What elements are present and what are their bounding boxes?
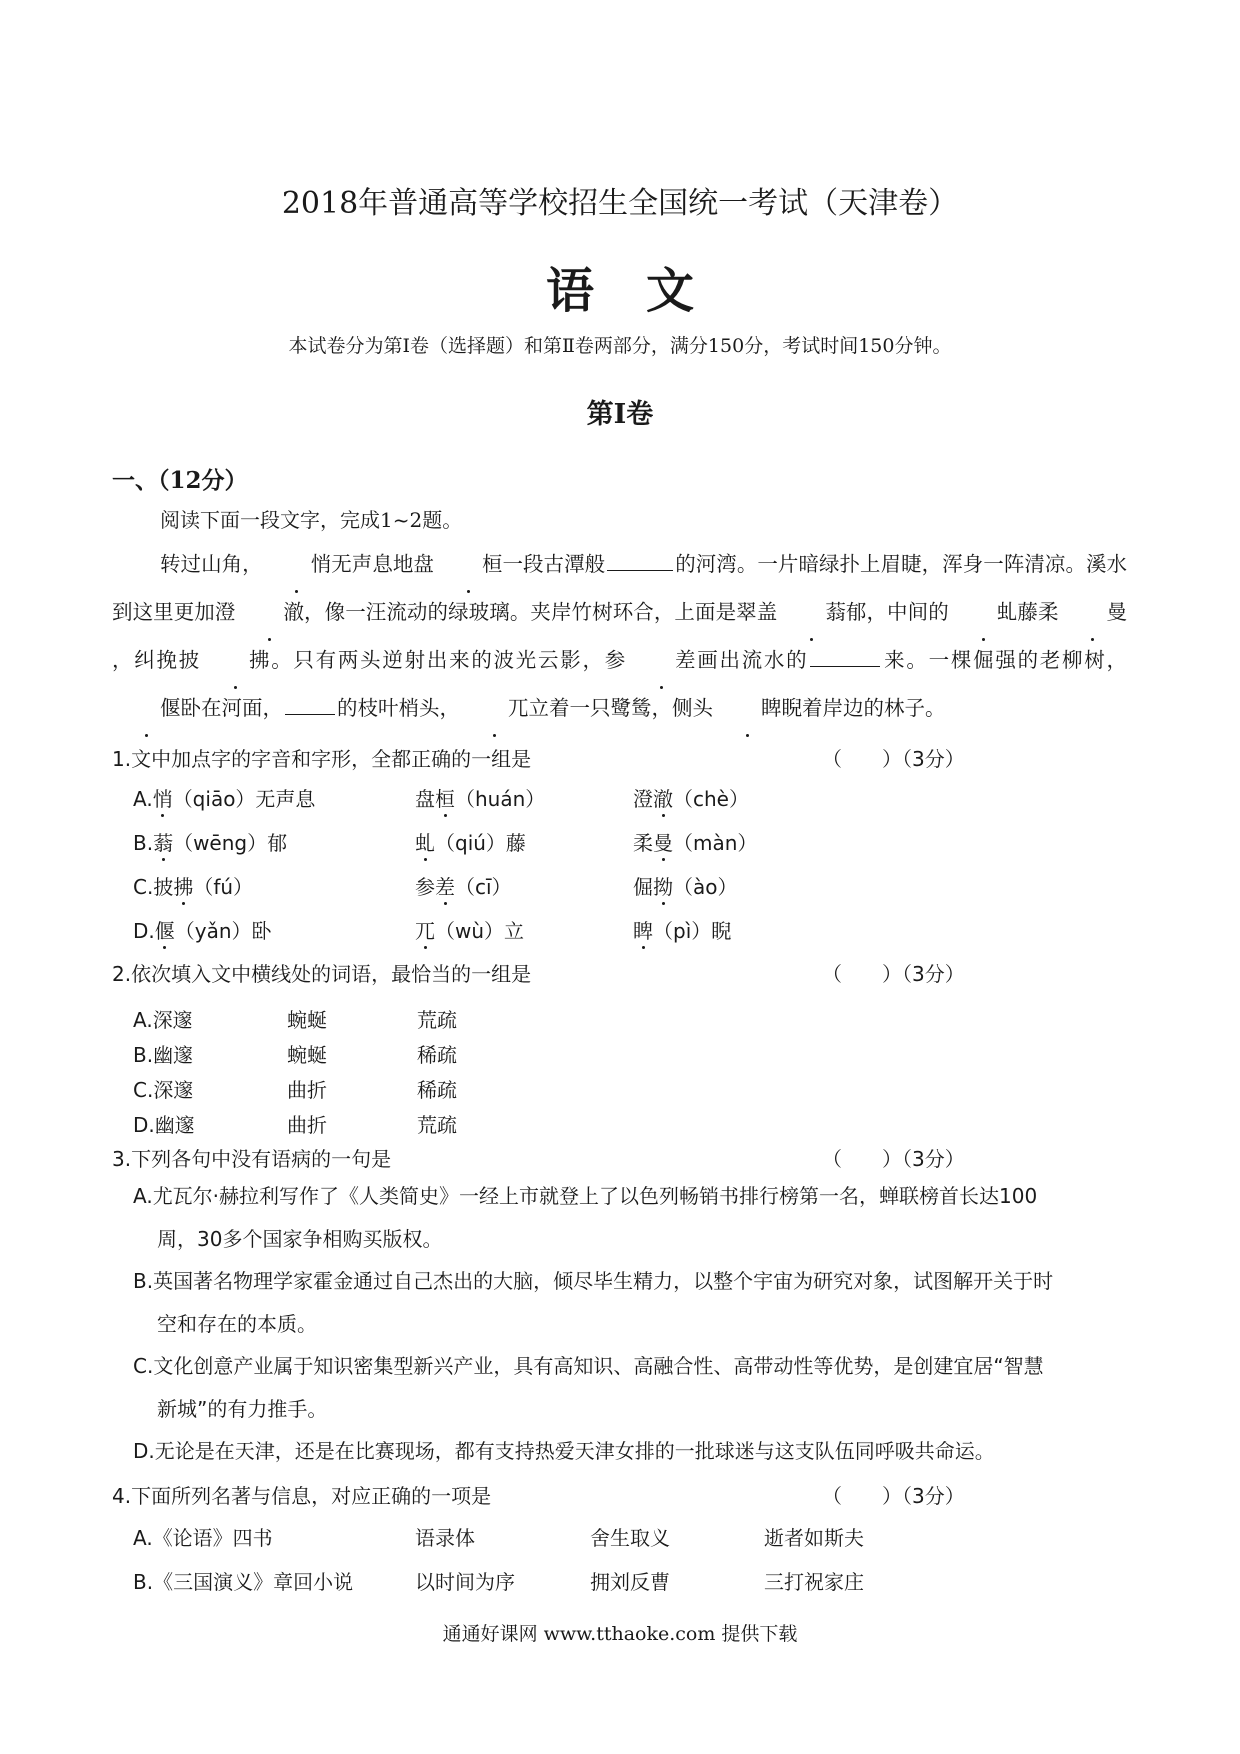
reading-passage: 转过山角， 悄无声息地盘 桓一段古潭般 的河湾。一片暗绿扑上眉睫，浑身一阵清凉。溪水到这里更加澄 澈，像一汪流动的绿玻璃。夹岸竹树环合，上面是翠盖 蓊郁，中间的 虬藤柔 曼，纠挽披 拂。只有两头逆射出来的波光云影，参 差画出流水的 来。一棵倔强的老柳树，偃卧在河面， 的枝叶梢头， 兀立着一只鹭鸶，侧头 睥睨着岸边的林子。 (112, 540, 1127, 732)
q1-option-d-2: 兀（wù）立 (415, 915, 524, 944)
page-footer: 通通好课网 www.tthaoke.com 提供下载 (442, 1623, 798, 1645)
q1-option-d-3: 睥（pì）睨 (633, 915, 731, 944)
q3-option-c: C.文化创意产业属于知识密集型新兴产业，具有高知识、高融合性、高带动性等优势，是创建宜居“智慧 新城”的有力推手。 (133, 1354, 1044, 1421)
q2-option-b-word-2: 蜿蜒 (287, 1043, 327, 1067)
exam-intro: 本试卷分为第Ⅰ卷（选择题）和第Ⅱ卷两部分，满分150分，考试时间150分钟。 (288, 335, 952, 357)
q4-option-a-work: A.《论语》四书 (133, 1526, 273, 1550)
q1-option-a-2: 盘桓（huán） (415, 783, 545, 812)
fill-blank-2 (810, 665, 880, 667)
exam-title: 2018年普通高等学校招生全国统一考试（天津卷） (281, 186, 959, 221)
q2-option-b-word-1: B.幽邃 (133, 1043, 194, 1067)
q2-option-c-word-1: C.深邃 (133, 1078, 194, 1102)
section-instruction: 阅读下面一段文字，完成1~2题。 (160, 508, 463, 532)
question-2-score: （ ）（3分） (822, 962, 965, 986)
question-3-score: （ ）（3分） (822, 1147, 965, 1171)
q1-option-d-1: D.偃（yǎn）卧 (133, 915, 272, 944)
q4-option-a-quote: 逝者如斯夫 (764, 1526, 864, 1550)
q2-option-a-word-1: A.深邃 (133, 1008, 193, 1032)
q1-option-c-1: C.披拂（fú） (133, 871, 253, 900)
q4-option-b-quote: 三打祝家庄 (764, 1570, 864, 1594)
q4-option-b-style: 以时间为序 (415, 1570, 515, 1594)
q4-option-b-theme: 拥刘反曹 (590, 1570, 670, 1594)
q1-option-b-2: 虬（qiú）藤 (415, 827, 526, 856)
q3-option-a: A.尤瓦尔·赫拉利写作了《人类简史》一经上市就登上了以色列畅销书排行榜第一名，蝉联榜首长达100 周，30多个国家争相购买版权。 (133, 1184, 1038, 1251)
q1-option-a-1: A.悄（qiāo）无声息 (133, 783, 315, 812)
fill-blank-3 (285, 713, 335, 715)
q2-option-c-word-3: 稀疏 (417, 1078, 457, 1102)
section-heading: 一、（12分） (112, 467, 248, 494)
question-2-stem: 2.依次填入文中横线处的词语，最恰当的一组是 (112, 962, 532, 986)
q4-option-a-style: 语录体 (415, 1526, 475, 1550)
q1-option-b-3: 柔曼（màn） (633, 827, 757, 856)
q1-option-b-1: B.蓊（wēng）郁 (133, 827, 287, 856)
q2-option-a-word-3: 荒疏 (417, 1008, 457, 1032)
q2-option-b-word-3: 稀疏 (417, 1043, 457, 1067)
q2-option-d-word-1: D.幽邃 (133, 1113, 195, 1137)
q3-option-b: B.英国著名物理学家霍金通过自己杰出的大脑，倾尽毕生精力，以整个宇宙为研究对象，试图解开关于时 空和存在的本质。 (133, 1269, 1054, 1336)
q4-option-b-work: B.《三国演义》章回小说 (133, 1570, 354, 1594)
question-4-stem: 4.下面所列名著与信息，对应正确的一项是 (112, 1484, 492, 1508)
volume-heading: 第Ⅰ卷 (586, 399, 654, 430)
q3-option-d: D.无论是在天津，还是在比赛现场，都有支持热爱天津女排的一批球迷与这支队伍同呼吸共命运。 (133, 1439, 995, 1463)
q4-option-a-theme: 舍生取义 (590, 1526, 670, 1550)
question-1-stem: 1.文中加点字的字音和字形，全都正确的一组是 (112, 747, 532, 771)
q2-option-c-word-2: 曲折 (287, 1078, 327, 1102)
q1-option-c-3: 倔拗（ào） (633, 871, 738, 900)
q1-option-a-3: 澄澈（chè） (633, 783, 749, 812)
question-3-stem: 3.下列各句中没有语病的一句是 (112, 1147, 392, 1171)
question-1-score: （ ）（3分） (822, 747, 965, 771)
q2-option-a-word-2: 蜿蜒 (287, 1008, 327, 1032)
fill-blank-1 (607, 569, 673, 571)
q1-option-c-2: 参差（cī） (415, 871, 512, 900)
q2-option-d-word-2: 曲折 (287, 1113, 327, 1137)
q2-option-d-word-3: 荒疏 (417, 1113, 457, 1137)
question-4-score: （ ）（3分） (822, 1484, 965, 1508)
subject-title: 语文 (545, 263, 746, 319)
